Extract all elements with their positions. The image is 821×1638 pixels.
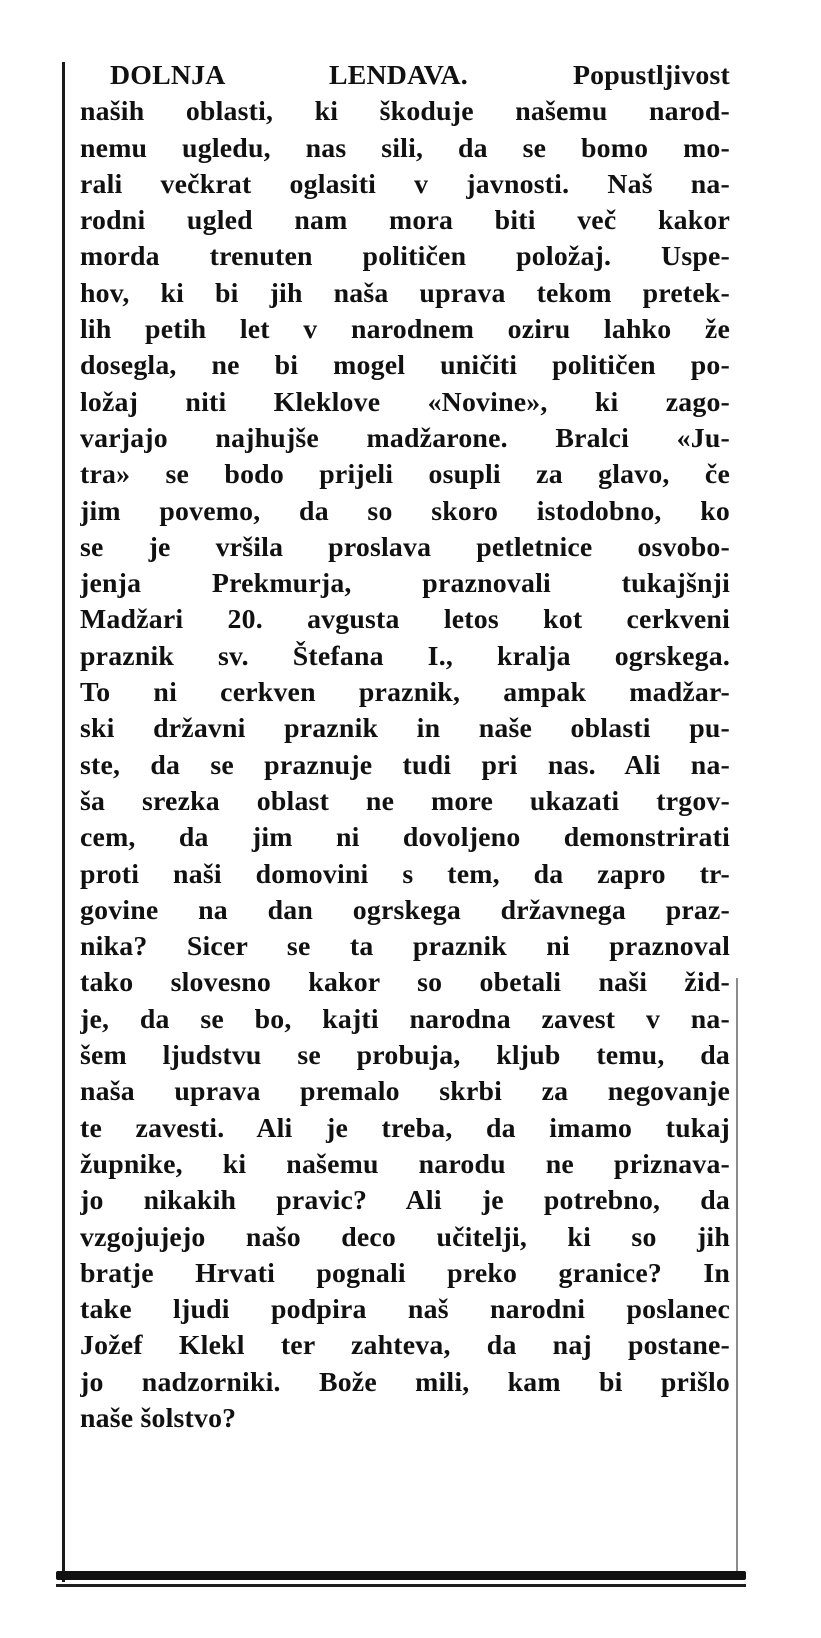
article-line: župnike, ki našemu narodu ne priznava- [80,1148,730,1180]
article-line: te zavesti. Ali je treba, da imamo tukaj [80,1112,730,1144]
article-line: lih petih let v narodnem oziru lahko že [80,314,730,346]
article-line: varjajo najhujše madžarone. Bralci «Ju- [80,422,730,454]
article-line: dosegla, ne bi mogel uničiti političen po- [80,350,730,382]
newspaper-clipping [62,58,738,1568]
article-text [80,58,730,1437]
article-line: naših oblasti, ki škoduje našemu narod- [80,96,730,128]
article-line: tako slovesno kakor so obetali naši žid- [80,967,730,999]
article-line: govine na dan ogrskega državnega praz- [80,894,730,926]
article-line: Jožef Klekl ter zahteva, da naj postane- [80,1330,730,1362]
article-line: rodni ugled nam mora biti več kakor [80,205,730,237]
article-line: bratje Hrvati pognali preko granice? In [80,1257,730,1289]
article-line: se je vršila proslava petletnice osvobo- [80,531,730,563]
article-line: Madžari 20. avgusta letos kot cerkveni [80,604,730,636]
article-line: praznik sv. Štefana I., kralja ogrskega. [80,640,730,672]
column-rule-left [62,62,65,1582]
article-line: jenja Prekmurja, praznovali tukajšnji [80,568,730,600]
bottom-rule-thick [56,1571,746,1580]
article-line: jo nikakih pravic? Ali je potrebno, da [80,1185,730,1217]
article-line: morda trenuten političen položaj. Uspe- [80,241,730,273]
article-line: nika? Sicer se ta praznik ni praznoval [80,931,730,963]
bottom-rule-thin [56,1584,746,1587]
article-line: DOLNJA LENDAVA. Popustljivost [110,60,730,91]
article-line: tra» se bodo prijeli osupli za glavo, če [80,459,730,491]
article-line: nemu ugledu, nas sili, da se bomo mo- [80,132,730,164]
article-line: vzgojujejo našo deco učitelji, ki so jih [80,1221,730,1253]
article-line: hov, ki bi jih naša uprava tekom pretek- [80,277,730,309]
article-line: je, da se bo, kajti narodna zavest v na- [80,1003,730,1035]
article-line: šem ljudstvu se probuja, kljub temu, da [80,1040,730,1072]
article-line: naša uprava premalo skrbi za negovanje [80,1076,730,1108]
article-line: cem, da jim ni dovoljeno demonstrirati [80,822,730,854]
article-line: jo nadzorniki. Bože mili, kam bi prišlo [80,1366,730,1398]
article-line: ste, da se praznuje tudi pri nas. Ali na- [80,749,730,781]
article-line: ša srezka oblast ne more ukazati trgov- [80,785,730,817]
article-line: rali večkrat oglasiti v javnosti. Naš na- [80,168,730,200]
column-rule-right [736,978,738,1578]
article-line: ložaj niti Kleklove «Novine», ki zago- [80,386,730,418]
article-line: jim povemo, da so skoro istodobno, ko [80,495,730,527]
article-line: naše šolstvo? [80,1402,237,1434]
article-line: take ljudi podpira naš narodni poslanec [80,1294,730,1326]
article-line: To ni cerkven praznik, ampak madžar- [80,677,730,709]
article-line: ski državni praznik in naše oblasti pu- [80,713,730,745]
article-line: proti naši domovini s tem, da zapro tr- [80,858,730,890]
